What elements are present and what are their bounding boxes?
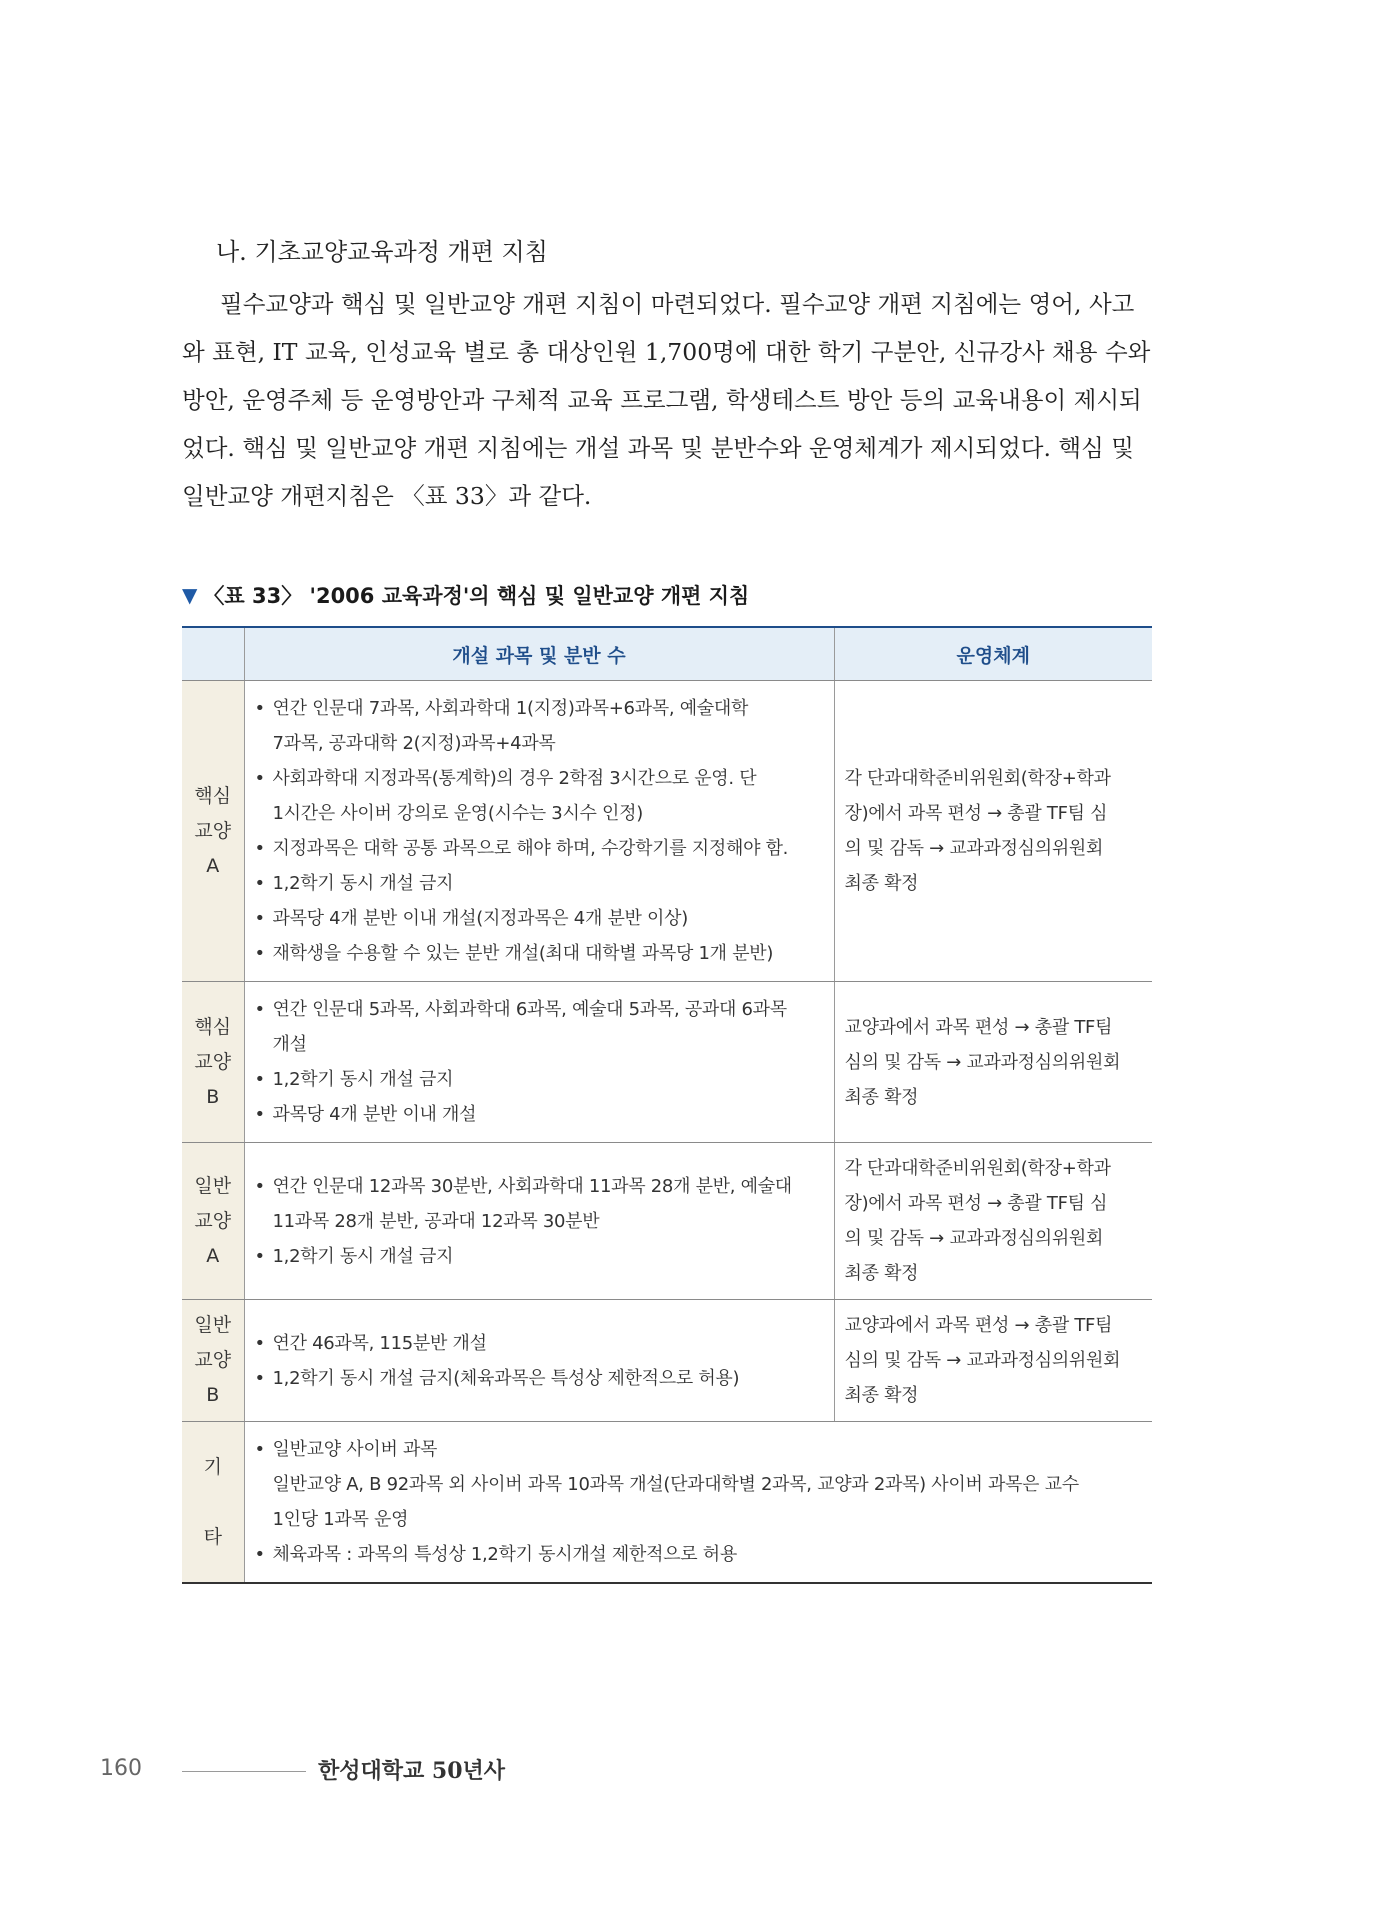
course-guideline-list [255,992,826,1132]
row-label-line: 일반 [194,1314,232,1336]
operation-line: 교양과에서 과목 편성 → 총괄 TF팀 [844,1315,1113,1336]
row-label [182,1300,244,1422]
operation-line: 의 및 감독 → 교과과정심의위원회 [844,838,1104,859]
list-item-line: • 1,2학기 동시 개설 금지 [272,873,454,894]
list-item [255,831,826,866]
row-label-line: 기 [203,1455,222,1478]
header-operation: 운영체계 [834,627,1152,681]
paragraph-line: 었다. 핵심 및 일반교양 개편 지침에는 개설 과목 및 분반수와 운영체계가 제시되었다. 핵심 및 [182,434,1134,462]
list-item [255,1537,1145,1572]
table-caption-text: 〈표 33〉 '2006 교육과정'의 핵심 및 일반교양 개편 지침 [203,584,750,608]
list-item-line: 개설 [272,1034,307,1055]
row-label [182,681,244,982]
operation-line: 심의 및 감독 → 교과과정심의위원회 [844,1350,1121,1371]
list-item-line: • 1,2학기 동시 개설 금지(체육과목은 특성상 제한적으로 허용) [272,1367,740,1389]
row-label-line: A [206,1244,220,1267]
operation-line: 최종 확정 [844,1263,919,1284]
course-guideline-list [255,1169,826,1274]
etc-cell [244,1422,1152,1584]
list-item-line: 일반교양 A, B 92과목 외 사이버 과목 10과목 개설(단과대학별 2과목, 교양과 2과목) 사이버 과목은 교수 [272,1474,1079,1495]
row-label-line: 교양 [194,819,232,842]
row-label [182,1143,244,1300]
list-item [255,936,826,971]
operation-line: 각 단과대학준비위원회(학장+학과 [844,768,1111,789]
course-guideline-list [255,1326,826,1396]
section-heading: 나. 기초교양교육과정 개편 지침 [216,238,548,266]
list-item [255,992,826,1062]
courses-cell [244,1300,834,1422]
paragraph-line: 방안, 운영주체 등 운영방안과 구체적 교육 프로그램, 학생테스트 방안 등의 교육내용이 제시되 [182,386,1142,414]
row-label [182,1422,244,1584]
operation-line: 최종 확정 [844,1086,919,1108]
list-item-line: • 과목당 4개 분반 이내 개설(지정과목은 4개 분반 이상) [272,908,688,929]
row-label-line: 교양 [194,1349,232,1371]
list-item-line: • 일반교양 사이버 과목 [272,1439,438,1460]
list-item [255,1169,826,1239]
paragraph-line: 일반교양 개편지침은 〈표 33〉과 같다. [182,482,592,510]
table-caption [182,580,749,610]
header-blank-cell [182,627,244,681]
table-row [182,982,1152,1143]
list-item [255,866,826,901]
list-item-line: 1시간은 사이버 강의로 운영(시수는 3시수 인정) [272,803,643,824]
table-row [182,1300,1152,1422]
operation-line: 최종 확정 [844,1385,919,1406]
operation-line: 의 및 감독 → 교과과정심의위원회 [844,1228,1104,1249]
operation-cell [834,1143,1152,1300]
operation-cell [834,982,1152,1143]
list-item-line: • 과목당 4개 분반 이내 개설 [272,1104,477,1125]
table-row [182,1422,1152,1584]
footer-divider [182,1771,306,1772]
row-label [182,982,244,1143]
etc-guideline-list [255,1432,1145,1572]
table-header-row [182,627,1152,681]
list-item-line: • 연간 46과목, 115분반 개설 [272,1332,487,1354]
row-label-line: 교양 [194,1050,232,1073]
list-item [255,1326,826,1361]
list-item [255,1239,826,1274]
list-item-line: • 연간 인문대 5과목, 사회과학대 6과목, 예술대 5과목, 공과대 6과목 [272,999,787,1020]
list-item [255,1432,1145,1537]
list-item-line: • 연간 인문대 7과목, 사회과학대 1(지정)과목+6과목, 예술대학 [272,698,749,719]
table-row [182,1143,1152,1300]
triangle-down-icon: ▼ [182,583,198,607]
list-item [255,1097,826,1132]
list-item-line: • 지정과목은 대학 공통 과목으로 해야 하며, 수강학기를 지정해야 함. [272,838,789,859]
page-number: 160 [100,1756,142,1781]
courses-cell [244,1143,834,1300]
list-item [255,691,826,761]
list-item-line: • 재학생을 수용할 수 있는 분반 개설(최대 대학별 과목당 1개 분반) [272,943,774,964]
operation-line: 장)에서 과목 편성 → 총괄 TF팀 심 [844,1193,1108,1214]
list-item-line: 7과목, 공과대학 2(지정)과목+4과목 [272,733,556,754]
row-label-line: B [206,1085,220,1108]
row-label-line: 교양 [194,1209,232,1232]
list-item-line: 11과목 28개 분반, 공과대 12과목 30분반 [272,1210,600,1232]
row-label-line: 일반 [194,1174,232,1197]
body-paragraph [182,280,1152,520]
row-label-line: B [206,1384,220,1406]
row-label-line: 핵심 [194,1015,232,1038]
operation-cell [834,681,1152,982]
operation-cell [834,1300,1152,1422]
curriculum-table [182,626,1152,1584]
operation-line: 최종 확정 [844,873,919,894]
course-guideline-list [255,691,826,971]
list-item [255,901,826,936]
row-label-line: A [206,854,220,877]
row-label-line: 타 [203,1525,222,1548]
table-row [182,681,1152,982]
list-item-line: • 1,2학기 동시 개설 금지 [272,1245,454,1267]
paragraph-line: 필수교양과 핵심 및 일반교양 개편 지침이 마련되었다. 필수교양 개편 지침에는 영어, 사고 [220,290,1135,318]
list-item-line: 1인당 1과목 운영 [272,1509,409,1530]
list-item [255,761,826,831]
list-item-line: • 사회과학대 지정과목(통계학)의 경우 2학점 3시간으로 운영. 단 [272,768,757,789]
courses-cell [244,982,834,1143]
courses-cell [244,681,834,982]
operation-line: 심의 및 감독 → 교과과정심의위원회 [844,1051,1121,1073]
operation-line: 각 단과대학준비위원회(학장+학과 [844,1158,1111,1179]
row-label-spacer [186,1485,240,1520]
footer-book-title: 한성대학교 50년사 [318,1758,506,1784]
paragraph-line: 와 표현, IT 교육, 인성교육 별로 총 대상인원 1,700명에 대한 학기 구분안, 신규강사 채용 수와 [182,338,1151,366]
list-item-line: • 연간 인문대 12과목 30분반, 사회과학대 11과목 28개 분반, 예술대 [272,1175,792,1197]
list-item-line: • 체육과목 : 과목의 특성상 1,2학기 동시개설 제한적으로 허용 [272,1544,737,1565]
list-item [255,1361,826,1396]
operation-line: 장)에서 과목 편성 → 총괄 TF팀 심 [844,803,1108,824]
header-courses: 개설 과목 및 분반 수 [244,627,834,681]
list-item-line: • 1,2학기 동시 개설 금지 [272,1069,454,1090]
operation-line: 교양과에서 과목 편성 → 총괄 TF팀 [844,1016,1113,1038]
list-item [255,1062,826,1097]
row-label-line: 핵심 [194,784,232,807]
